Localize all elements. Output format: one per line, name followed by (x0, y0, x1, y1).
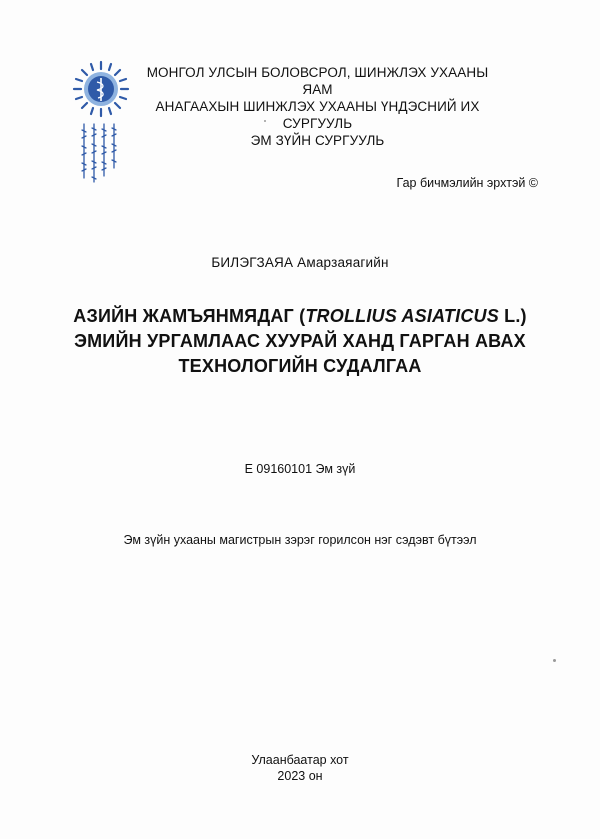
university-name: АНАГААХЫН ШИНЖЛЭХ УХААНЫ ҮНДЭСНИЙ ИХ СУРГУУЛЬ (155, 99, 480, 131)
school-name: ЭМ ЗҮЙН СУРГУУЛЬ (250, 133, 385, 148)
university-emblem-icon (70, 58, 132, 188)
copyright-notice: Гар бичмэлийн эрхтэй © (396, 176, 538, 190)
ministry-name: МОНГОЛ УЛСЫН БОЛОВСРОЛ, ШИНЖЛЭХ УХААНЫ ЯАМ (146, 65, 489, 97)
specialty-code: E 09160101 Эм зүй (244, 462, 356, 476)
scan-speck (264, 120, 266, 122)
university-logo (70, 58, 132, 188)
scan-speck (553, 659, 556, 662)
year: 2023 он (277, 769, 323, 783)
title-part-1: АЗИЙН ЖАМЪЯНМЯДАГ ( (73, 306, 306, 326)
institution-header (135, 64, 500, 149)
place-name: Улаанбаатар хот (251, 753, 349, 767)
thesis-title (60, 304, 540, 379)
title-part-2: L.) ЭМИЙН УРГАМЛААС ХУУРАЙ ХАНД ГАРГАН АВАХ ТЕХНОЛОГИЙН СУДАЛГАА (74, 306, 527, 376)
place-and-year (0, 752, 600, 784)
degree-note: Эм зүйн ухааны магистрын зэрэг горилсон нэг сэдэвт бүтээл (123, 533, 477, 547)
title-latin-name: TROLLIUS ASIATICUS (305, 306, 499, 326)
author-name: БИЛЭГЗАЯА Амарзаяагийн (211, 255, 389, 270)
